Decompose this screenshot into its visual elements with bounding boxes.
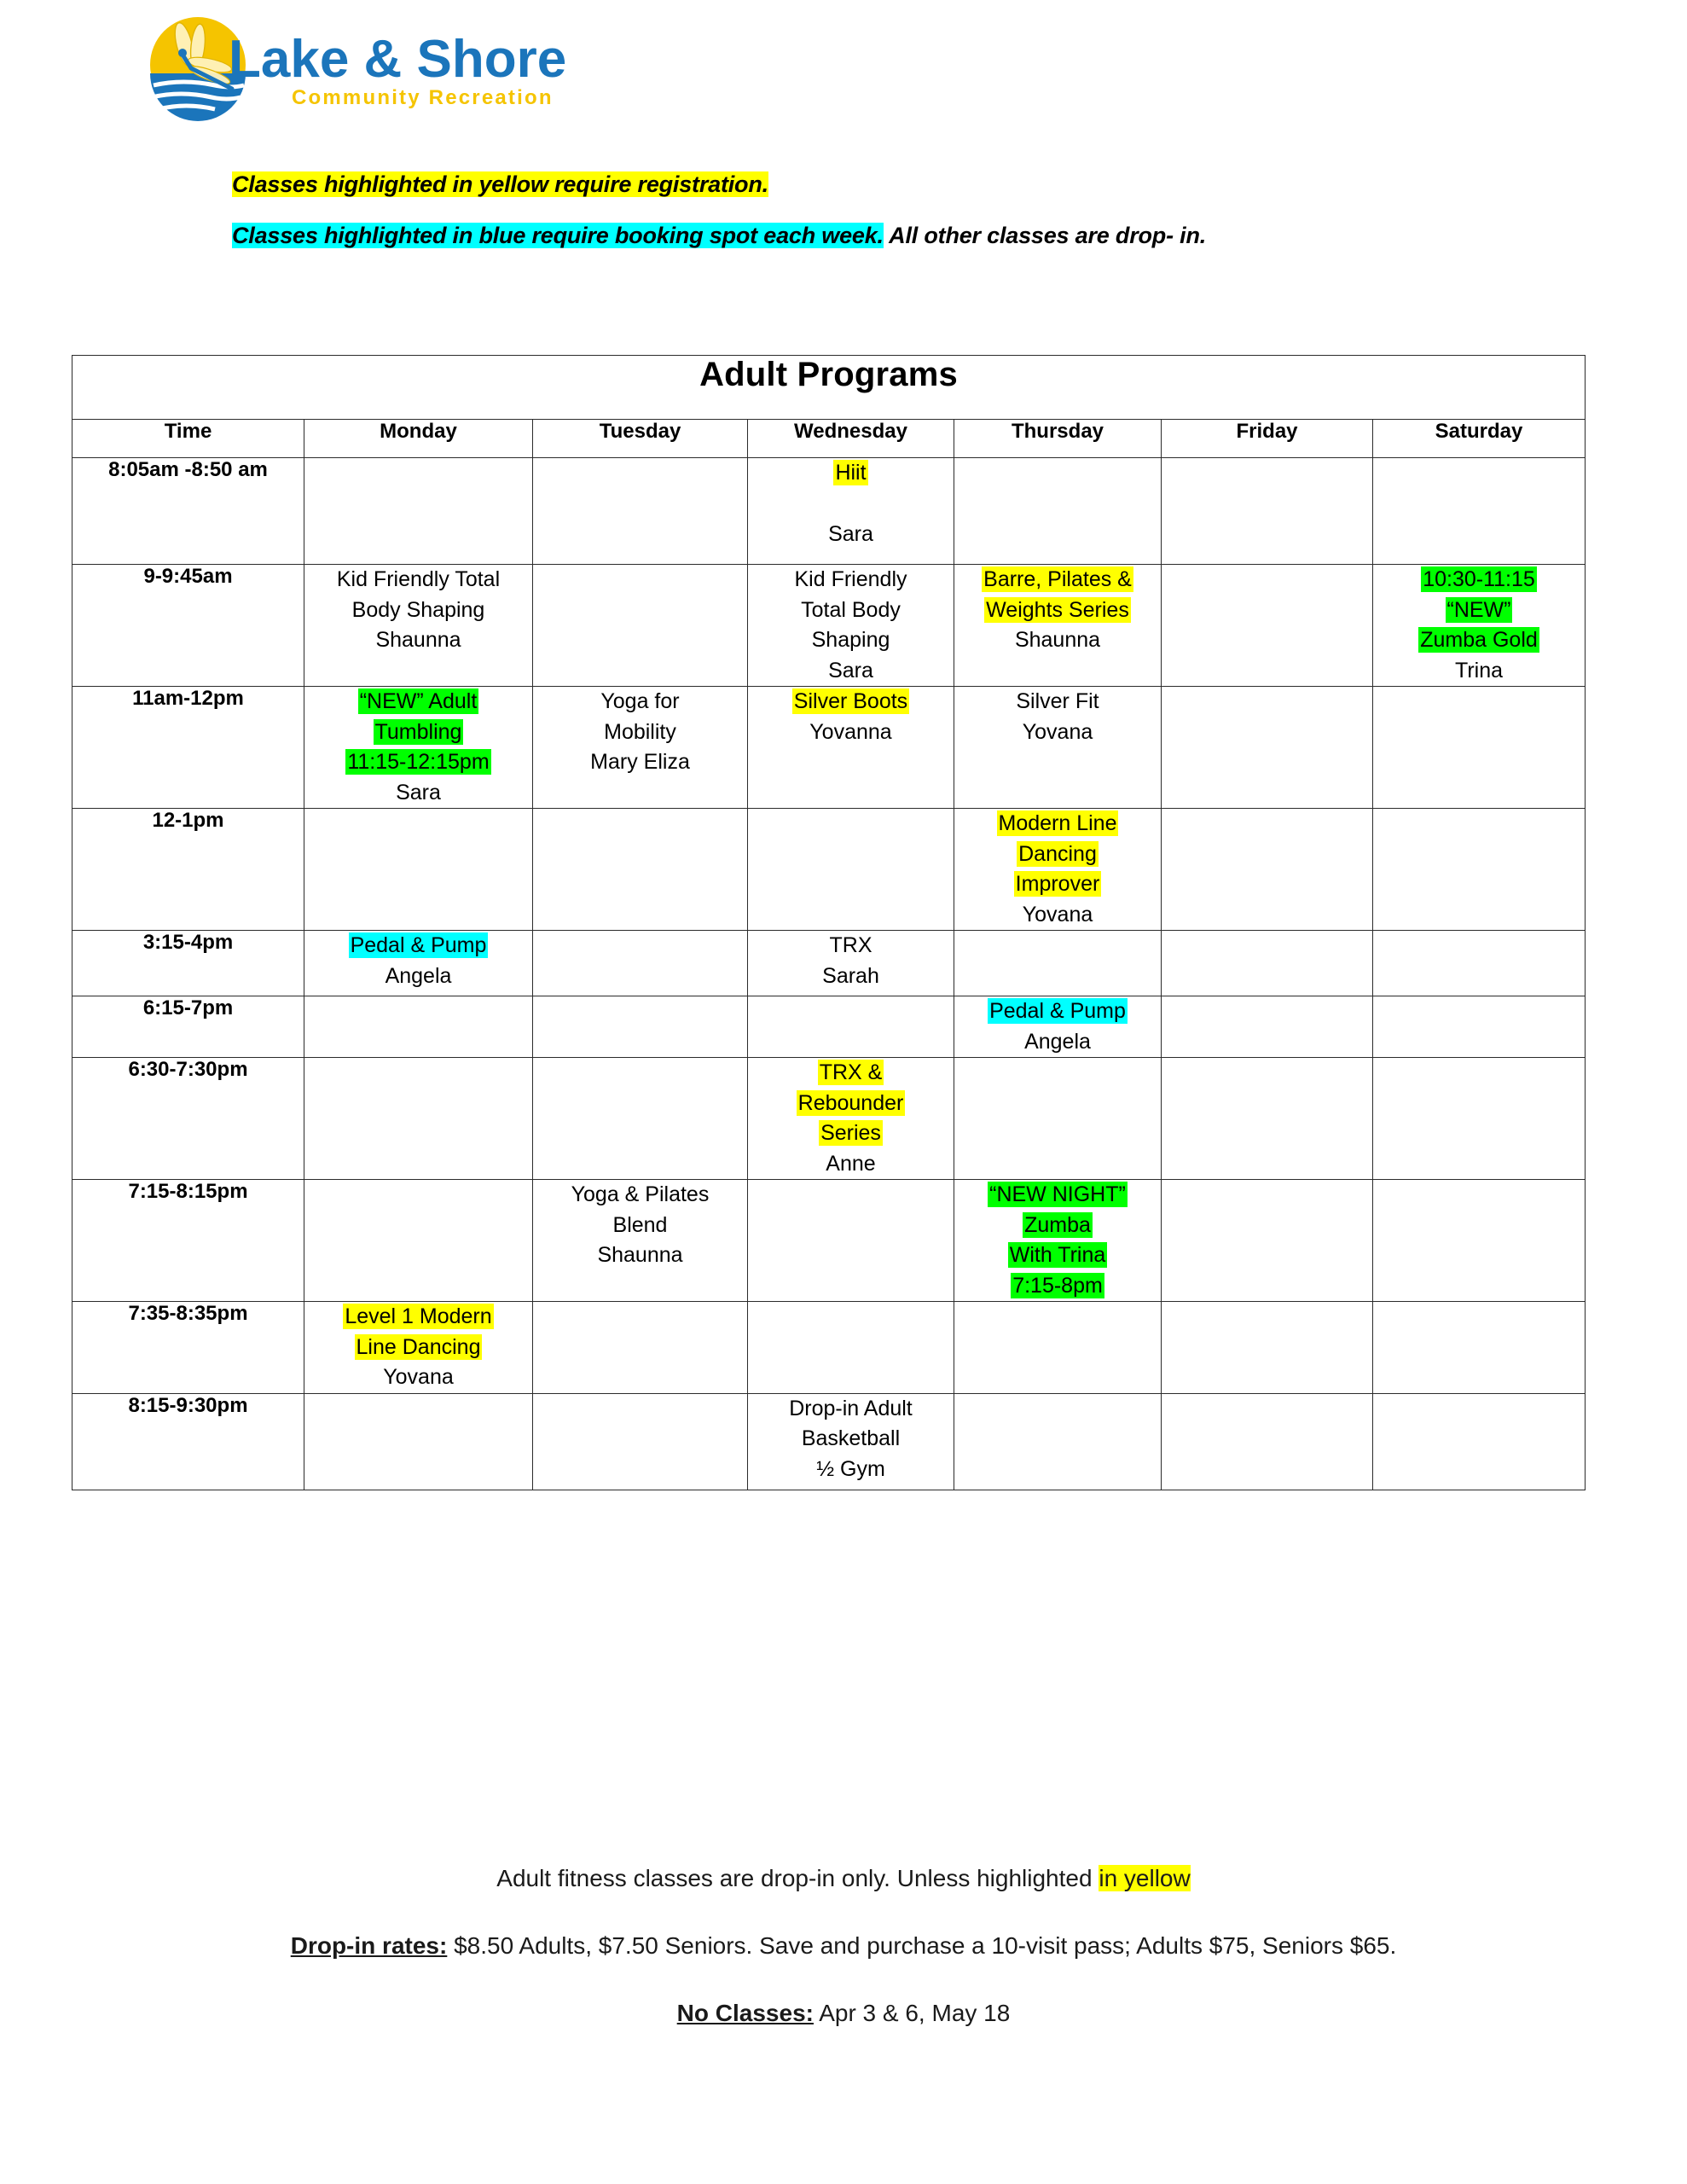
class-cell-thursday bbox=[954, 565, 1162, 687]
class-detail: ½ Gym bbox=[816, 1456, 885, 1481]
class-cell-monday bbox=[304, 687, 533, 809]
class-detail: Weights Series bbox=[986, 597, 1129, 622]
column-header-monday: Monday bbox=[304, 420, 533, 458]
logo-wordmark-primary: Lake & Shore bbox=[229, 30, 567, 89]
class-detail: Dancing bbox=[1018, 841, 1097, 866]
class-line bbox=[954, 996, 1161, 1027]
class-line bbox=[1373, 656, 1585, 687]
page-title: Adult Programs bbox=[72, 356, 1586, 420]
class-name: Kid Friendly Total bbox=[336, 567, 501, 591]
class-cell-thursday bbox=[954, 931, 1162, 996]
footer-dropin-note-highlight: in yellow bbox=[1099, 1865, 1191, 1891]
class-cell-tuesday bbox=[533, 458, 748, 565]
class-line bbox=[748, 520, 954, 550]
footer-no-classes bbox=[0, 1996, 1687, 2030]
class-cell-thursday bbox=[954, 996, 1162, 1058]
class-detail: Yovana bbox=[1022, 902, 1093, 926]
time-slot-label: 3:15-4pm bbox=[72, 931, 304, 996]
class-cell-thursday bbox=[954, 1302, 1162, 1394]
class-detail: Mary Eliza bbox=[590, 750, 690, 774]
class-detail: Sara bbox=[396, 780, 441, 804]
table-row bbox=[72, 1393, 1586, 1490]
class-line bbox=[748, 1058, 954, 1089]
class-detail: Improver bbox=[1015, 872, 1100, 896]
class-name: Pedal & Pump bbox=[350, 933, 487, 957]
class-line bbox=[748, 1089, 954, 1119]
class-detail: Tumbling bbox=[374, 719, 462, 744]
class-name: Pedal & Pump bbox=[989, 999, 1126, 1023]
adult-programs-table bbox=[72, 355, 1586, 1490]
class-line bbox=[748, 1394, 954, 1425]
legend-block bbox=[232, 169, 1511, 272]
class-line bbox=[533, 1180, 747, 1211]
class-detail: Total Body bbox=[801, 597, 901, 622]
class-line bbox=[954, 717, 1161, 748]
class-cell-wednesday bbox=[748, 1302, 954, 1394]
class-name: Kid Friendly bbox=[794, 567, 907, 591]
class-detail: Rebounder bbox=[797, 1090, 904, 1115]
class-cell-friday bbox=[1162, 1058, 1373, 1180]
legend-line-blue bbox=[232, 220, 1511, 251]
class-detail: Trina bbox=[1454, 658, 1504, 682]
class-line bbox=[533, 747, 747, 778]
class-line bbox=[954, 1271, 1161, 1302]
class-cell-tuesday bbox=[533, 1393, 748, 1490]
class-detail: Sara bbox=[828, 658, 873, 682]
class-line bbox=[954, 687, 1161, 717]
time-slot-label: 8:05am -8:50 am bbox=[72, 458, 304, 565]
class-cell-friday bbox=[1162, 458, 1373, 565]
class-detail: Yovanna bbox=[809, 719, 892, 744]
table-row bbox=[72, 996, 1586, 1058]
class-detail: Angela bbox=[385, 963, 452, 988]
class-cell-saturday bbox=[1373, 687, 1586, 809]
class-detail: Yovana bbox=[383, 1365, 454, 1389]
table-row bbox=[72, 1058, 1586, 1180]
column-header-tuesday: Tuesday bbox=[533, 420, 748, 458]
time-slot-label: 7:15-8:15pm bbox=[72, 1180, 304, 1302]
schedule-body bbox=[72, 458, 1586, 1490]
class-detail: Series bbox=[820, 1121, 881, 1145]
class-detail: Sarah bbox=[822, 963, 879, 988]
class-cell-saturday bbox=[1373, 996, 1586, 1058]
class-cell-wednesday bbox=[748, 565, 954, 687]
class-name: 10:30-11:15 bbox=[1423, 567, 1535, 591]
class-detail: Line Dancing bbox=[356, 1334, 481, 1359]
table-header-row bbox=[72, 420, 1586, 458]
class-line bbox=[748, 1118, 954, 1149]
class-cell-saturday bbox=[1373, 1393, 1586, 1490]
column-header-thursday: Thursday bbox=[954, 420, 1162, 458]
class-cell-saturday bbox=[1373, 931, 1586, 996]
class-cell-friday bbox=[1162, 687, 1373, 809]
class-cell-tuesday bbox=[533, 996, 748, 1058]
class-detail: Sara bbox=[828, 521, 873, 546]
logo-icon bbox=[136, 15, 648, 126]
class-detail: Mobility bbox=[604, 719, 676, 744]
class-line bbox=[748, 1455, 954, 1485]
class-cell-tuesday bbox=[533, 1058, 748, 1180]
table-row bbox=[72, 1302, 1586, 1394]
class-name: Silver Boots bbox=[793, 689, 908, 713]
class-detail: Shaping bbox=[811, 628, 890, 652]
class-cell-thursday bbox=[954, 687, 1162, 809]
class-line bbox=[304, 565, 532, 595]
class-cell-wednesday bbox=[748, 687, 954, 809]
class-name: Modern Line bbox=[998, 811, 1117, 835]
class-detail: Zumba bbox=[1024, 1212, 1091, 1237]
time-slot-label: 12-1pm bbox=[72, 809, 304, 931]
class-cell-friday bbox=[1162, 1393, 1373, 1490]
class-name: TRX & bbox=[819, 1060, 883, 1084]
class-cell-friday bbox=[1162, 1302, 1373, 1394]
class-line bbox=[1373, 595, 1585, 626]
footer-dropin-note bbox=[0, 1862, 1687, 1895]
class-detail: “NEW” bbox=[1446, 597, 1511, 622]
table-row bbox=[72, 458, 1586, 565]
class-cell-saturday bbox=[1373, 458, 1586, 565]
class-cell-wednesday bbox=[748, 931, 954, 996]
class-name: Drop-in Adult bbox=[789, 1396, 913, 1420]
class-line bbox=[304, 1362, 532, 1393]
class-detail: Blend bbox=[612, 1212, 668, 1237]
class-line bbox=[954, 900, 1161, 931]
legend-yellow-text: Classes highlighted in yellow require registration. bbox=[232, 171, 768, 197]
class-cell-saturday bbox=[1373, 1180, 1586, 1302]
class-line bbox=[748, 931, 954, 961]
class-cell-friday bbox=[1162, 996, 1373, 1058]
footer-rates-label: Drop-in rates: bbox=[290, 1932, 448, 1960]
class-cell-tuesday bbox=[533, 1302, 748, 1394]
table-row bbox=[72, 809, 1586, 931]
footer-rates-text: $8.50 Adults, $7.50 Seniors. Save and purchase a 10-visit pass; Adults $75, Seniors $65. bbox=[447, 1932, 1397, 1960]
class-line bbox=[304, 625, 532, 656]
class-detail: Body Shaping bbox=[351, 597, 485, 622]
table-row bbox=[72, 687, 1586, 809]
class-cell-wednesday bbox=[748, 1393, 954, 1490]
class-name: Hiit bbox=[835, 461, 867, 485]
class-line bbox=[954, 1211, 1161, 1241]
class-line bbox=[748, 656, 954, 687]
class-detail: Yovana bbox=[1022, 719, 1093, 744]
class-cell-monday bbox=[304, 1180, 533, 1302]
class-line bbox=[304, 687, 532, 717]
class-cell-friday bbox=[1162, 565, 1373, 687]
class-cell-monday bbox=[304, 458, 533, 565]
table-row bbox=[72, 565, 1586, 687]
time-slot-label: 9-9:45am bbox=[72, 565, 304, 687]
footer-no-classes-label: No Classes: bbox=[676, 2000, 814, 2027]
class-line bbox=[954, 595, 1161, 626]
class-line bbox=[304, 778, 532, 809]
class-cell-monday bbox=[304, 809, 533, 931]
class-line bbox=[533, 1211, 747, 1241]
class-cell-monday bbox=[304, 1393, 533, 1490]
legend-line-yellow bbox=[232, 169, 1511, 200]
footer-dropin-note-text: Adult fitness classes are drop-in only. Unless highlighted bbox=[496, 1865, 1099, 1891]
class-name: Yoga for bbox=[600, 689, 680, 713]
class-cell-saturday bbox=[1373, 565, 1586, 687]
class-name: “NEW NIGHT” bbox=[989, 1182, 1126, 1206]
column-header-time: Time bbox=[72, 420, 304, 458]
class-line bbox=[954, 565, 1161, 595]
time-slot-label: 6:15-7pm bbox=[72, 996, 304, 1058]
class-line bbox=[748, 1149, 954, 1180]
class-cell-wednesday bbox=[748, 458, 954, 565]
class-line bbox=[954, 809, 1161, 839]
schedule-table-container bbox=[72, 355, 1585, 1490]
class-detail: Angela bbox=[1024, 1029, 1091, 1054]
class-cell-wednesday bbox=[748, 996, 954, 1058]
class-line bbox=[748, 717, 954, 748]
class-line bbox=[748, 595, 954, 626]
class-cell-thursday bbox=[954, 1058, 1162, 1180]
class-line bbox=[954, 839, 1161, 870]
footer-no-classes-text: Apr 3 & 6, May 18 bbox=[813, 2000, 1011, 2027]
footer-rates bbox=[0, 1929, 1687, 1962]
class-detail: Shaunna bbox=[1014, 628, 1101, 652]
class-cell-saturday bbox=[1373, 1302, 1586, 1394]
class-line bbox=[304, 747, 532, 778]
class-cell-saturday bbox=[1373, 809, 1586, 931]
class-detail: 11:15-12:15pm bbox=[347, 750, 490, 774]
class-name: Yoga & Pilates bbox=[571, 1182, 710, 1206]
class-detail: Shaunna bbox=[375, 628, 461, 652]
class-cell-monday bbox=[304, 996, 533, 1058]
class-detail: Shaunna bbox=[597, 1243, 683, 1267]
class-cell-wednesday bbox=[748, 1180, 954, 1302]
logo-wordmark-secondary: Community Recreation bbox=[292, 86, 554, 109]
class-line bbox=[533, 1240, 747, 1271]
time-slot-label: 6:30-7:30pm bbox=[72, 1058, 304, 1180]
class-line bbox=[304, 595, 532, 626]
class-cell-monday bbox=[304, 1058, 533, 1180]
class-cell-friday bbox=[1162, 1180, 1373, 1302]
class-cell-monday bbox=[304, 565, 533, 687]
class-line bbox=[748, 961, 954, 992]
class-cell-tuesday bbox=[533, 687, 748, 809]
table-row bbox=[72, 931, 1586, 996]
class-cell-friday bbox=[1162, 809, 1373, 931]
class-cell-thursday bbox=[954, 1393, 1162, 1490]
class-cell-monday bbox=[304, 1302, 533, 1394]
column-header-saturday: Saturday bbox=[1373, 420, 1586, 458]
class-line bbox=[954, 1180, 1161, 1211]
class-cell-saturday bbox=[1373, 1058, 1586, 1180]
class-cell-wednesday bbox=[748, 809, 954, 931]
class-line bbox=[304, 717, 532, 748]
class-line bbox=[304, 1302, 532, 1333]
class-line bbox=[533, 717, 747, 748]
class-cell-wednesday bbox=[748, 1058, 954, 1180]
legend-blue-rest: All other classes are drop- in. bbox=[883, 223, 1207, 249]
class-detail: 7:15-8pm bbox=[1012, 1273, 1103, 1298]
table-title-row bbox=[72, 356, 1586, 420]
class-line bbox=[1373, 625, 1585, 656]
class-cell-friday bbox=[1162, 931, 1373, 996]
class-line bbox=[304, 931, 532, 961]
class-cell-monday bbox=[304, 931, 533, 996]
brand-logo bbox=[136, 15, 648, 126]
class-line bbox=[748, 1424, 954, 1455]
class-line bbox=[1373, 565, 1585, 595]
class-line bbox=[954, 1240, 1161, 1271]
class-cell-tuesday bbox=[533, 1180, 748, 1302]
class-detail: Basketball bbox=[801, 1426, 901, 1450]
class-name: Barre, Pilates & bbox=[983, 567, 1132, 591]
class-name: TRX bbox=[829, 933, 872, 957]
class-line bbox=[533, 687, 747, 717]
time-slot-label: 11am-12pm bbox=[72, 687, 304, 809]
class-line bbox=[748, 565, 954, 595]
class-cell-thursday bbox=[954, 809, 1162, 931]
column-header-friday: Friday bbox=[1162, 420, 1373, 458]
class-cell-tuesday bbox=[533, 565, 748, 687]
class-line bbox=[304, 1333, 532, 1363]
class-line bbox=[954, 1027, 1161, 1058]
class-line bbox=[748, 625, 954, 656]
line-spacer bbox=[748, 489, 954, 520]
class-detail: Anne bbox=[826, 1151, 876, 1176]
class-name: “NEW” Adult bbox=[359, 689, 478, 713]
table-row bbox=[72, 1180, 1586, 1302]
class-detail: With Trina bbox=[1009, 1243, 1106, 1267]
column-header-wednesday: Wednesday bbox=[748, 420, 954, 458]
time-slot-label: 7:35-8:35pm bbox=[72, 1302, 304, 1394]
footer-notes bbox=[0, 1862, 1687, 2030]
class-cell-thursday bbox=[954, 458, 1162, 565]
class-line bbox=[304, 961, 532, 992]
class-line bbox=[954, 869, 1161, 900]
class-cell-tuesday bbox=[533, 809, 748, 931]
class-line bbox=[748, 458, 954, 489]
class-line bbox=[954, 625, 1161, 656]
class-cell-thursday bbox=[954, 1180, 1162, 1302]
class-name: Level 1 Modern bbox=[345, 1304, 492, 1328]
time-slot-label: 8:15-9:30pm bbox=[72, 1393, 304, 1490]
legend-blue-text: Classes highlighted in blue require booking spot each week. bbox=[232, 223, 884, 249]
class-line bbox=[748, 687, 954, 717]
class-name: Silver Fit bbox=[1016, 689, 1099, 713]
class-cell-tuesday bbox=[533, 931, 748, 996]
class-detail: Zumba Gold bbox=[1420, 628, 1538, 652]
